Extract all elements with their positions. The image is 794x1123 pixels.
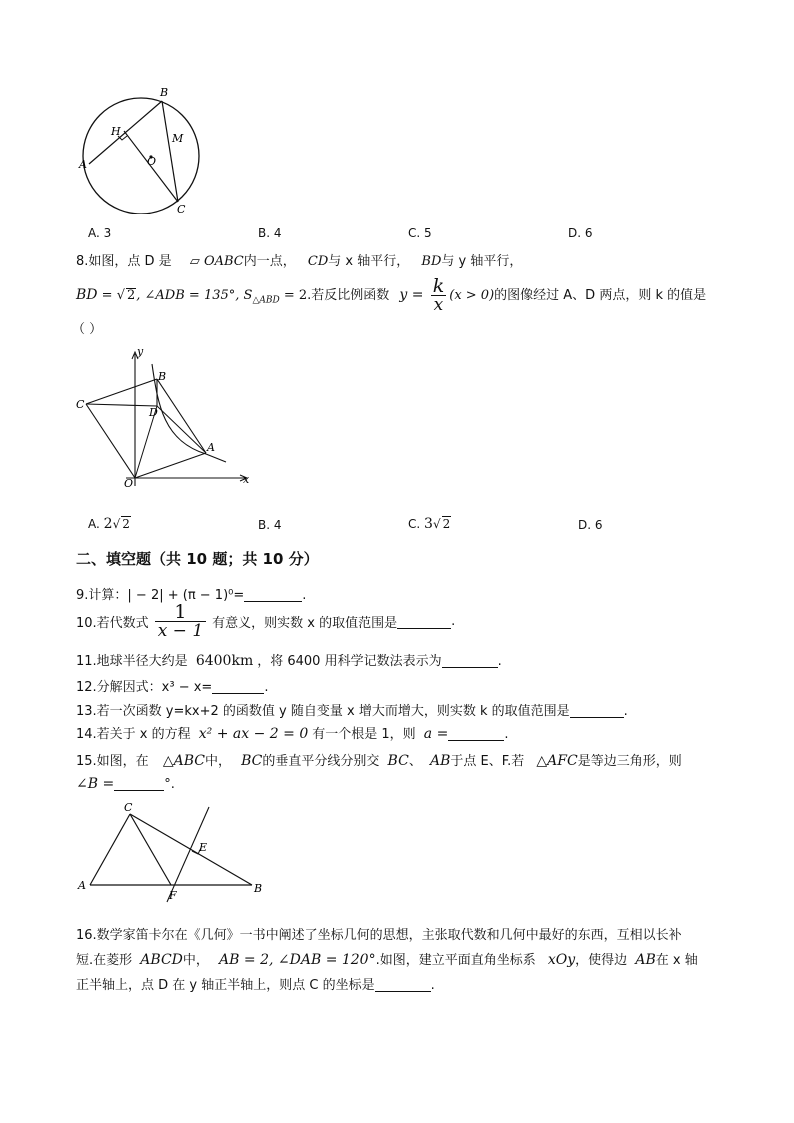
q16-answer-blank[interactable] [375, 977, 431, 992]
fig15-label-E: E [199, 841, 208, 854]
fig8-label-A: A [207, 441, 215, 454]
q8-line2: BD = √ 2, ∠ADB = 135°, $S_{\triangle ABD} = 2$.若反比例函数 y = $\frac{k}{x}$ (x > 0)的图像经过 A、D 两点，则 k 的值是 [76, 275, 707, 315]
q7-option-b: B. 4 [258, 226, 282, 240]
q14-answer-blank[interactable] [448, 726, 504, 741]
fig7-label-A: A [79, 158, 87, 171]
q16-line1: 16.数学家笛卡尔在《几何》一书中阐述了坐标几何的思想，主张取代数和几何中最好的东西，互相以长补 [76, 928, 682, 943]
q15-answer-blank[interactable] [114, 776, 164, 791]
q15-line2: ∠B = °. [76, 776, 175, 792]
q8-line1: 8.如图，点 D 是 ▱ OABC内一点， CD与 x 轴平行， BD与 y 轴平行， [76, 254, 523, 269]
q10: 10.若代数式 $\frac{1}{x - 1}$ 有意义，则实数 x 的取值范围是 . [76, 601, 456, 641]
fig8-label-O: O [124, 477, 134, 490]
fig8-label-y: y [137, 346, 144, 358]
parallelogram-figure [74, 346, 254, 494]
fig7-label-H: H [111, 125, 121, 138]
q16-line3: 正半轴上，点 D 在 y 轴正半轴上，则点 C 的坐标是 . [76, 978, 435, 993]
fig7-label-B: B [160, 86, 169, 99]
triangle-figure [74, 802, 274, 914]
fig7-label-M: M [172, 132, 184, 145]
q12-answer-blank[interactable] [212, 679, 264, 694]
fig15-label-C: C [124, 802, 133, 814]
q7-option-c: C. 5 [408, 226, 432, 240]
q8-option-a: A. 2√ 2 [88, 516, 130, 532]
q8-option-c: C. 3√ 2 [408, 516, 451, 532]
fig8-label-D: D [149, 406, 158, 419]
fig15-label-F: F [169, 889, 177, 902]
q14: 14.若关于 x 的方程 x² + ax − 2 = 0 有一个根是 1，则 a = . [76, 726, 509, 742]
q9-answer-blank[interactable] [244, 587, 302, 602]
q8-option-b: B. 4 [258, 518, 282, 532]
q11: 11.地球半径大约是 6400km ，将 6400 用科学记数法表示为 . [76, 653, 502, 669]
fig15-label-A: A [78, 879, 86, 892]
q13-answer-blank[interactable] [570, 703, 624, 718]
q9: 9.计算：| − 2| + (π − 1)⁰= . [76, 588, 307, 603]
fig7-label-O: O [147, 155, 157, 168]
fig15-label-B: B [254, 882, 263, 895]
q15-line1: 15.如图，在 △ABC中， BC的垂直平分线分别交 BC、 AB于点 E、F.若 △AFC是等边三角形，则 [76, 753, 682, 769]
fig8-label-C: C [76, 398, 85, 411]
q7-option-d: D. 6 [568, 226, 593, 240]
section-heading: 二、填空题（共 10 题；共 10 分） [76, 550, 319, 568]
circle-figure [78, 84, 208, 214]
fig8-label-B: B [158, 370, 167, 383]
q13: 13.若一次函数 y=kx+2 的函数值 y 随自变量 x 增大而增大，则实数 k 的取值范围是 . [76, 704, 628, 719]
fig8-label-x: x [243, 473, 250, 486]
q16-line2: 短.在菱形 ABCD中， AB = 2, ∠DAB = 120°.如图，建立平面直角坐标系 xOy，使得边 AB在 x 轴 [76, 952, 698, 968]
q12: 12.分解因式：x³ − x= . [76, 680, 269, 695]
q8-option-d: D. 6 [578, 518, 603, 532]
q11-answer-blank[interactable] [442, 653, 498, 668]
q7-option-a: A. 3 [88, 226, 112, 240]
fig7-label-C: C [177, 203, 186, 214]
q8-paren: （ ） [72, 322, 103, 337]
q10-answer-blank[interactable] [397, 614, 451, 629]
